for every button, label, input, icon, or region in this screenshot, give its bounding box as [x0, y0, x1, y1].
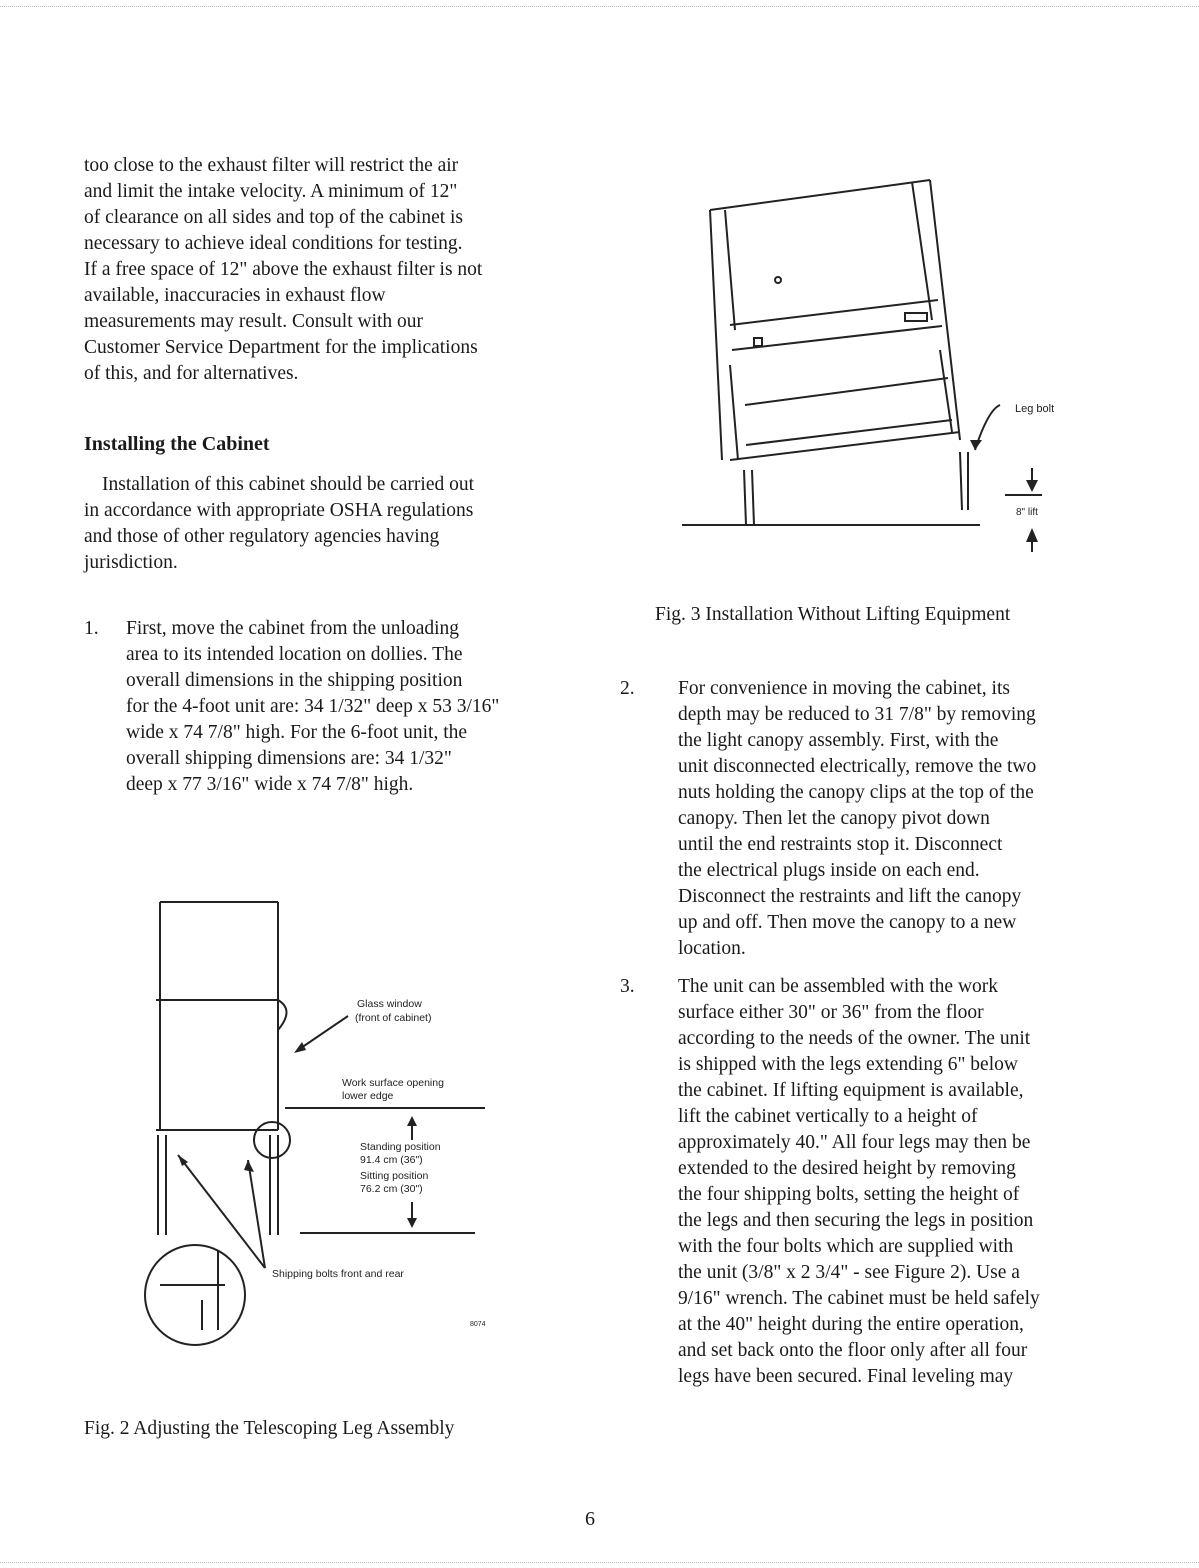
- text-line: of this, and for alternatives.: [84, 363, 299, 384]
- work-surface-sublabel: lower edge: [342, 1090, 394, 1102]
- figure-code: 8074: [470, 1321, 486, 1328]
- figure-2-diagram: [130, 890, 510, 1350]
- text-line: deep x 77 3/16" wide x 74 7/8" high.: [126, 774, 414, 795]
- text-line: extended to the desired height by removing: [678, 1158, 1016, 1179]
- scan-top-edge: [0, 6, 1199, 7]
- text-line: jurisdiction.: [84, 552, 178, 573]
- leg-bolt-label: Leg bolt: [1015, 403, 1055, 415]
- text-line: in accordance with appropriate OSHA regulations: [84, 500, 474, 521]
- installation-paragraph: [84, 472, 594, 576]
- section-heading: Installing the Cabinet: [84, 433, 270, 455]
- text-line: First, move the cabinet from the unloading: [126, 618, 460, 639]
- figure-3-caption: Fig. 3 Installation Without Lifting Equipment: [655, 604, 1011, 625]
- standing-position-value: 91.4 cm (36"): [360, 1154, 423, 1166]
- text-line: too close to the exhaust filter will restrict the air: [84, 155, 459, 176]
- text-line: overall shipping dimensions are: 34 1/32": [126, 748, 452, 769]
- lift-label: 8" lift: [1016, 507, 1038, 518]
- text-line: for the 4-foot unit are: 34 1/32" deep x 53 3/16": [126, 696, 500, 717]
- text-line: the legs and then securing the legs in position: [678, 1210, 1034, 1231]
- figure-3-diagram: [670, 170, 1090, 570]
- figure-2-caption: Fig. 2 Adjusting the Telescoping Leg Assembly: [84, 1418, 455, 1439]
- glass-window-sublabel: (front of cabinet): [355, 1012, 432, 1024]
- text-line: and those of other regulatory agencies having: [84, 526, 440, 547]
- step-number: 3.: [620, 976, 635, 997]
- text-line: depth may be reduced to 31 7/8" by removing: [678, 704, 1036, 725]
- text-line: at the 40" height during the entire operation,: [678, 1314, 1024, 1335]
- text-line: the light canopy assembly. First, with the: [678, 730, 999, 751]
- text-line: necessary to achieve ideal conditions for testing.: [84, 233, 463, 254]
- shipping-bolts-label: Shipping bolts front and rear: [272, 1268, 404, 1280]
- text-line: approximately 40." All four legs may then be: [678, 1132, 1031, 1153]
- text-line: For convenience in moving the cabinet, its: [678, 678, 1010, 699]
- text-line: lift the cabinet vertically to a height of: [678, 1106, 978, 1127]
- glass-window-label: Glass window: [357, 998, 422, 1010]
- text-line: up and off. Then move the canopy to a new: [678, 912, 1017, 933]
- intro-paragraph: [84, 153, 594, 387]
- step-number: 2.: [620, 678, 635, 699]
- page-number: 6: [585, 1508, 595, 1530]
- text-line: unit disconnected electrically, remove the two: [678, 756, 1037, 777]
- text-line: is shipped with the legs extending 6" below: [678, 1054, 1018, 1075]
- text-line: The unit can be assembled with the work: [678, 976, 999, 997]
- text-line: 9/16" wrench. The cabinet must be held safely: [678, 1288, 1040, 1309]
- text-line: overall dimensions in the shipping position: [126, 670, 463, 691]
- text-line: and limit the intake velocity. A minimum of 12": [84, 181, 458, 202]
- step-3: [620, 974, 1140, 1390]
- scan-bottom-edge: [0, 1562, 1199, 1563]
- text-line: Installation of this cabinet should be carried out: [102, 474, 475, 495]
- text-line: surface either 30" or 36" from the floor: [678, 1002, 984, 1023]
- text-line: canopy. Then let the canopy pivot down: [678, 808, 990, 829]
- sitting-position-value: 76.2 cm (30"): [360, 1183, 423, 1195]
- text-line: available, inaccuracies in exhaust flow: [84, 285, 386, 306]
- text-line: measurements may result. Consult with our: [84, 311, 424, 332]
- left-column: [84, 153, 594, 798]
- text-line: nuts holding the canopy clips at the top of the: [678, 782, 1034, 803]
- sitting-position-label: Sitting position: [360, 1170, 429, 1182]
- text-line: until the end restraints stop it. Disconnect: [678, 834, 1003, 855]
- text-line: legs have been secured. Final leveling may: [678, 1366, 1014, 1387]
- text-line: according to the needs of the owner. The unit: [678, 1028, 1031, 1049]
- right-column: [620, 676, 1140, 1390]
- step-1: [84, 616, 594, 798]
- step-2: [620, 676, 1140, 962]
- text-line: If a free space of 12" above the exhaust filter is not: [84, 259, 483, 280]
- text-line: the unit (3/8" x 2 3/4" - see Figure 2). Use a: [678, 1262, 1020, 1283]
- text-line: location.: [678, 938, 746, 959]
- text-line: with the four bolts which are supplied with: [678, 1236, 1014, 1257]
- text-line: Disconnect the restraints and lift the canopy: [678, 886, 1022, 907]
- text-line: and set back onto the floor only after all four: [678, 1340, 1028, 1361]
- text-line: the four shipping bolts, setting the height of: [678, 1184, 1020, 1205]
- text-line: the cabinet. If lifting equipment is available,: [678, 1080, 1024, 1101]
- step-number: 1.: [84, 618, 99, 639]
- work-surface-label: Work surface opening: [342, 1077, 444, 1089]
- text-line: Customer Service Department for the implications: [84, 337, 478, 358]
- text-line: wide x 74 7/8" high. For the 6-foot unit, the: [126, 722, 468, 743]
- text-line: area to its intended location on dollies. The: [126, 644, 463, 665]
- standing-position-label: Standing position: [360, 1141, 441, 1153]
- text-line: of clearance on all sides and top of the cabinet is: [84, 207, 464, 228]
- text-line: the electrical plugs inside on each end.: [678, 860, 980, 881]
